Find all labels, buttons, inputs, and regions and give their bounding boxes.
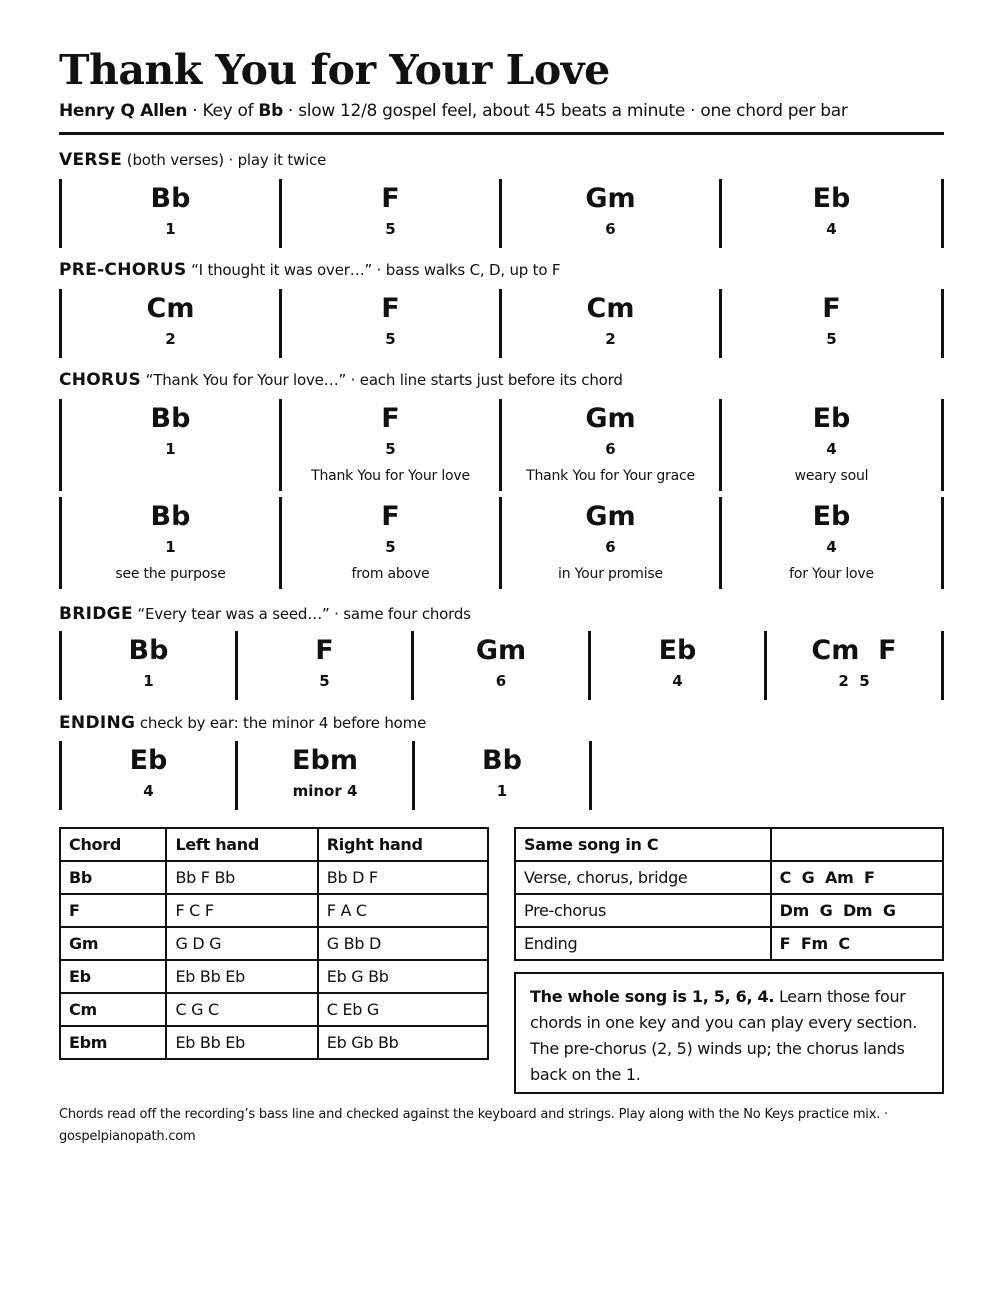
verse-bars (59, 179, 944, 248)
header-divider (59, 132, 944, 135)
left-hand-cell: Eb Bb Eb (166, 960, 317, 993)
prechorus-bar (282, 289, 502, 358)
ending-bars (59, 741, 592, 810)
chord-cell: Ebm (60, 1026, 166, 1059)
right-hand-cell: F A C (318, 894, 488, 927)
table-row (60, 993, 488, 1026)
chorus-bar (722, 497, 944, 589)
left-hand-cell: Bb F Bb (166, 861, 317, 894)
page-title: Thank You for Your Love (59, 46, 610, 94)
right-hand-cell: Eb G Bb (318, 960, 488, 993)
ending-bar (238, 741, 415, 810)
right-hand-cell: G Bb D (318, 927, 488, 960)
section-cell: Pre-chorus (515, 894, 771, 927)
callout-headline: The whole song is 1, 5, 6, 4. (530, 987, 775, 1006)
ending-bar (415, 741, 592, 810)
chord-symbol: Gm (585, 501, 636, 532)
chorus-note: “Thank You for Your love…” · each line starts just before its chord (141, 371, 623, 389)
table-row (515, 861, 943, 894)
chord-symbol: Eb (812, 183, 851, 214)
chord-number: 4 (672, 672, 683, 690)
chord-symbol: Cm (146, 293, 195, 324)
chords-cell: Dm G Dm G (771, 894, 943, 927)
chord-number: 4 (826, 538, 837, 556)
chord-number: 6 (605, 440, 616, 458)
bridge-note: “Every tear was a seed…” · same four chords (132, 605, 471, 623)
song-subtitle (59, 100, 848, 122)
bridge-bar (591, 631, 767, 700)
verse-note: (both verses) · play it twice (122, 151, 327, 169)
column-header: Left hand (166, 828, 317, 861)
chord-symbol: Ebm (292, 745, 358, 776)
chorus-bar (502, 497, 722, 589)
prechorus-note: “I thought it was over…” · bass walks C, D, up to F (186, 261, 561, 279)
chord-number: 1 (143, 672, 154, 690)
verse-label (59, 150, 326, 170)
prechorus-name: PRE-CHORUS (59, 260, 187, 280)
chorus-label (59, 370, 623, 390)
chord-symbol: Eb (129, 745, 168, 776)
chord-symbol: Gm (475, 635, 527, 666)
chord-cell: Cm (60, 993, 166, 1026)
bridge-bar (62, 631, 238, 700)
chord-symbol: F (315, 635, 334, 666)
chord-number: 5 (385, 220, 396, 238)
chorus-bar (62, 497, 282, 589)
table-row (60, 1026, 488, 1059)
chord-number: 1 (496, 782, 508, 800)
chord-number: 2 5 (838, 672, 870, 690)
chord-symbol: Gm (585, 403, 636, 434)
chorus-bar (62, 399, 282, 491)
callout-text: Learn those four chords in one key and you can play every section. The pre-chorus (2, 5) winds up; the chorus lands back on the 1. (530, 987, 917, 1084)
chord-number: 5 (385, 440, 396, 458)
chord-number: 5 (826, 330, 837, 348)
bridge-label (59, 604, 471, 624)
lyric-cue: from above (351, 566, 430, 582)
chord-number: minor 4 (292, 782, 358, 800)
verse-name: VERSE (59, 150, 123, 170)
chord-symbol: F (381, 501, 400, 532)
chorus-bars-row-2 (59, 497, 944, 589)
song-key: Bb (258, 101, 283, 121)
chord-symbol: F (381, 403, 400, 434)
voicings-table (59, 827, 489, 1060)
chord-number: 4 (826, 220, 837, 238)
column-header: Chord (60, 828, 166, 861)
subtitle-key-prefix: · Key of (187, 101, 259, 121)
left-hand-cell: F C F (166, 894, 317, 927)
chord-symbol: F (381, 293, 400, 324)
chord-symbol: Bb (150, 501, 191, 532)
chord-number: 4 (826, 440, 837, 458)
chord-cell: Bb (60, 861, 166, 894)
chord-cell: Eb (60, 960, 166, 993)
prechorus-bars (59, 289, 944, 358)
chord-number: 5 (385, 538, 396, 556)
chord-number: 5 (319, 672, 330, 690)
chorus-bar (502, 399, 722, 491)
summary-callout (514, 972, 944, 1094)
chord-number: 1 (165, 440, 176, 458)
column-header: Right hand (318, 828, 488, 861)
chord-symbol: Eb (812, 501, 851, 532)
lyric-cue: weary soul (794, 468, 869, 484)
chords-cell: F Fm C (771, 927, 943, 960)
chord-number: 1 (165, 220, 176, 238)
chorus-bars-row-1 (59, 399, 944, 491)
ending-note: check by ear: the minor 4 before home (135, 714, 427, 732)
chord-cell: Gm (60, 927, 166, 960)
transpose-table (514, 827, 944, 961)
verse-bar (502, 179, 722, 248)
lyric-cue: see the purpose (115, 566, 226, 582)
lyric-cue: for Your love (789, 566, 874, 582)
chord-cell: F (60, 894, 166, 927)
chord-symbol: Bb (150, 183, 191, 214)
bridge-name: BRIDGE (59, 604, 133, 624)
ending-label (59, 713, 426, 733)
verse-bar (62, 179, 282, 248)
chord-symbol: F (822, 293, 841, 324)
left-hand-cell: Eb Bb Eb (166, 1026, 317, 1059)
subtitle-details: · slow 12/8 gospel feel, about 45 beats a minute · one chord per bar (282, 101, 848, 121)
lyric-cue: Thank You for Your love (311, 468, 470, 484)
table-row (515, 894, 943, 927)
table-header-row (60, 828, 488, 861)
chord-symbol: Gm (585, 183, 636, 214)
chord-number: 2 (165, 330, 176, 348)
section-cell: Ending (515, 927, 771, 960)
chorus-bar (282, 497, 502, 589)
chord-symbol: Bb (482, 745, 522, 776)
chorus-name: CHORUS (59, 370, 142, 390)
chords-cell: C G Am F (771, 861, 943, 894)
artist-name: Henry Q Allen (59, 101, 188, 121)
bridge-bar (238, 631, 414, 700)
chord-number: 4 (143, 782, 154, 800)
bridge-bars (59, 631, 944, 700)
column-header (771, 828, 943, 861)
prechorus-bar (722, 289, 944, 358)
table-row (60, 861, 488, 894)
bridge-bar (767, 631, 944, 700)
left-hand-cell: C G C (166, 993, 317, 1026)
chorus-bar (722, 399, 944, 491)
lyric-cue: in Your promise (558, 566, 663, 582)
table-row (60, 927, 488, 960)
chord-symbol: Eb (658, 635, 697, 666)
verse-bar (722, 179, 944, 248)
left-hand-cell: G D G (166, 927, 317, 960)
right-hand-cell: Bb D F (318, 861, 488, 894)
chord-symbol: Bb (150, 403, 191, 434)
chord-symbol: F (381, 183, 400, 214)
chord-symbol: Eb (812, 403, 851, 434)
table-row (515, 927, 943, 960)
right-hand-cell: Eb Gb Bb (318, 1026, 488, 1059)
chord-symbol: Cm F (811, 635, 897, 666)
bridge-bar (414, 631, 591, 700)
lyric-cue: Thank You for Your grace (526, 468, 695, 484)
chord-number: 1 (165, 538, 176, 556)
prechorus-label (59, 260, 560, 280)
verse-bar (282, 179, 502, 248)
right-hand-cell: C Eb G (318, 993, 488, 1026)
chord-number: 6 (605, 538, 616, 556)
ending-name: ENDING (59, 713, 136, 733)
prechorus-bar (62, 289, 282, 358)
chord-number: 6 (605, 220, 616, 238)
column-header: Same song in C (515, 828, 771, 861)
footer-note: Chords read off the recording’s bass line and checked against the keyboard and strings. Play along with the No Keys practice mix. · gospelpianopath.com (59, 1107, 888, 1144)
prechorus-bar (502, 289, 722, 358)
chord-number: 5 (385, 330, 396, 348)
chord-number: 2 (605, 330, 616, 348)
chord-symbol: Bb (128, 635, 169, 666)
chord-symbol: Cm (586, 293, 635, 324)
table-header-row (515, 828, 943, 861)
chord-number: 6 (495, 672, 507, 690)
table-row (60, 960, 488, 993)
chorus-bar (282, 399, 502, 491)
section-cell: Verse, chorus, bridge (515, 861, 771, 894)
ending-bar (62, 741, 238, 810)
table-row (60, 894, 488, 927)
